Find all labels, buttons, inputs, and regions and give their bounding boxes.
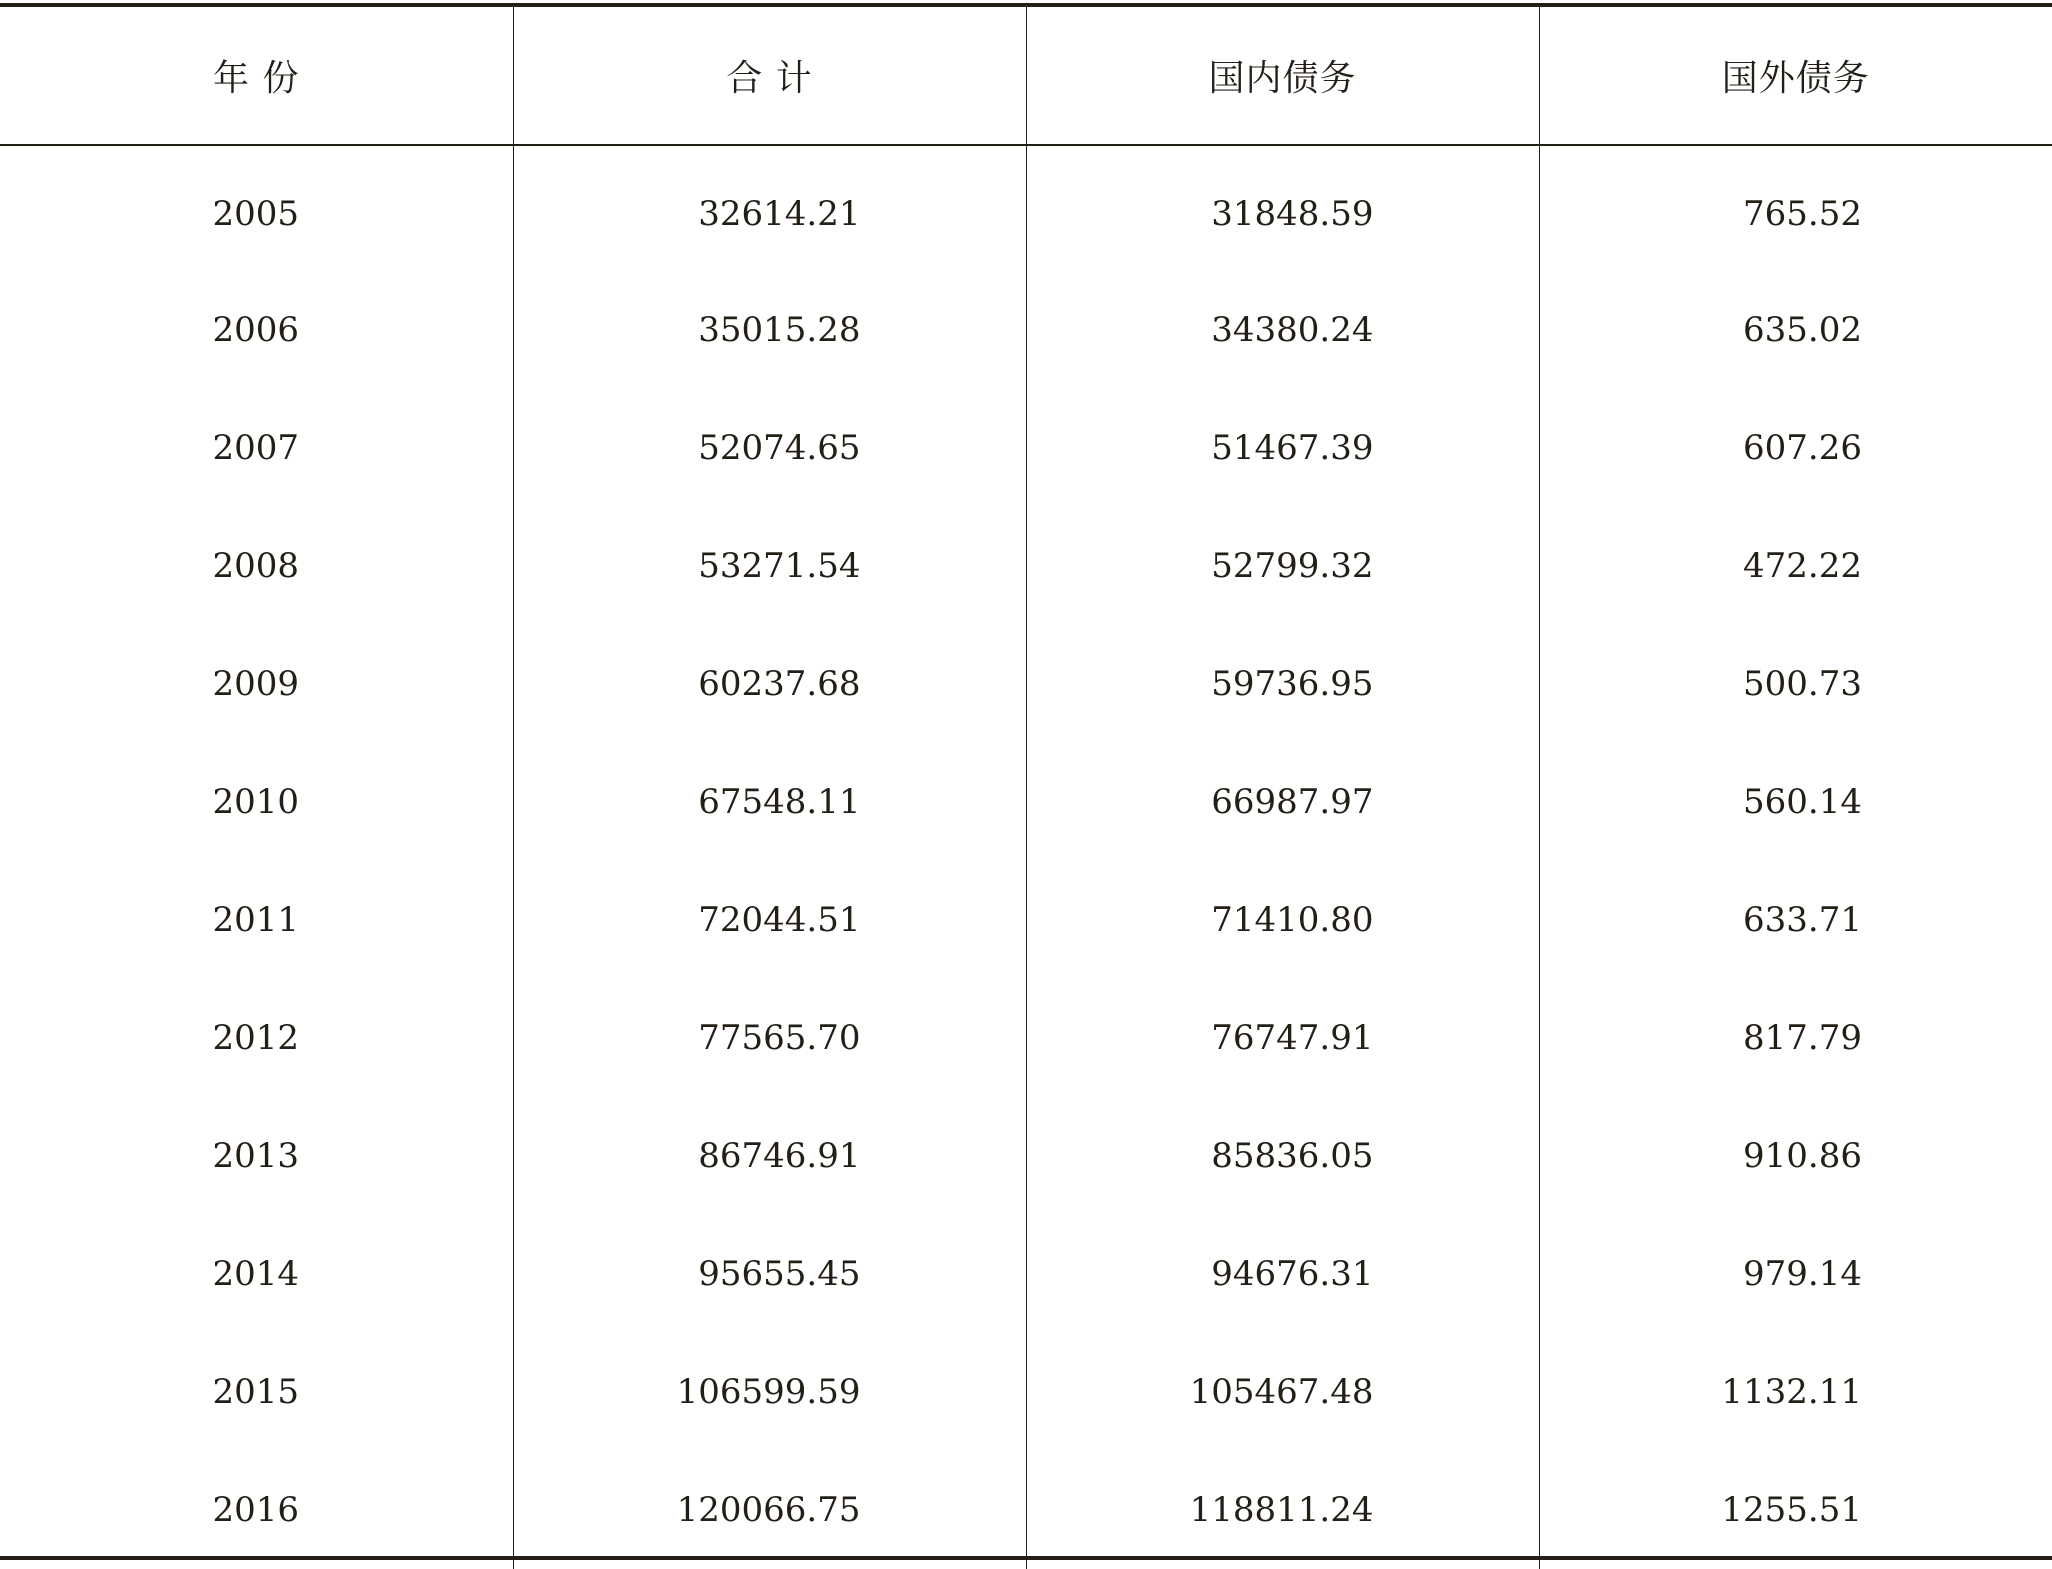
table-row [0,145,2052,271]
table-body [0,145,2052,1569]
foreign-debt-cell: 607.26 [1743,428,1862,468]
table-row [0,507,2052,625]
year-cell: 2007 [0,389,513,507]
domestic-debt-cell: 59736.95 [1026,625,1539,743]
foreign-debt-cell: 1255.51 [1721,1490,1862,1530]
foreign-debt-cell: 910.86 [1743,1136,1862,1176]
table-row [0,1451,2052,1569]
foreign-debt-cell: 633.71 [1743,900,1862,940]
debt-table [0,7,2052,1569]
header-year: 年 份 [0,7,513,145]
foreign-debt-cell: 1132.11 [1721,1372,1862,1412]
table-row [0,1215,2052,1333]
total-cell: 95655.45 [513,1215,1026,1333]
year-cell: 2006 [0,271,513,389]
domestic-debt-cell: 105467.48 [1026,1333,1539,1451]
table-header [0,7,2052,145]
table-row [0,625,2052,743]
year-cell: 2014 [0,1215,513,1333]
domestic-debt-cell: 34380.24 [1026,271,1539,389]
total-cell: 35015.28 [513,271,1026,389]
domestic-debt-cell: 71410.80 [1026,861,1539,979]
domestic-debt-cell: 118811.24 [1026,1451,1539,1569]
year-cell: 2008 [0,507,513,625]
table-row [0,1097,2052,1215]
foreign-debt-cell: 817.79 [1743,1018,1862,1058]
year-cell: 2015 [0,1333,513,1451]
header-domestic-debt: 国内债务 [1026,7,1539,145]
year-cell: 2011 [0,861,513,979]
table-row [0,979,2052,1097]
table-row [0,861,2052,979]
domestic-debt-cell: 52799.32 [1026,507,1539,625]
total-cell: 86746.91 [513,1097,1026,1215]
foreign-debt-cell: 560.14 [1743,782,1862,822]
table-row [0,1333,2052,1451]
foreign-debt-cell: 979.14 [1743,1254,1862,1294]
domestic-debt-cell: 94676.31 [1026,1215,1539,1333]
total-cell: 106599.59 [513,1333,1026,1451]
domestic-debt-cell: 76747.91 [1026,979,1539,1097]
foreign-debt-cell: 500.73 [1743,664,1862,704]
foreign-debt-cell: 635.02 [1743,310,1862,350]
debt-table-container [0,3,2052,1560]
year-cell: 2009 [0,625,513,743]
domestic-debt-cell: 66987.97 [1026,743,1539,861]
year-cell: 2016 [0,1451,513,1569]
total-cell: 120066.75 [513,1451,1026,1569]
domestic-debt-cell: 51467.39 [1026,389,1539,507]
total-cell: 60237.68 [513,625,1026,743]
total-cell: 77565.70 [513,979,1026,1097]
domestic-debt-cell: 31848.59 [1026,145,1539,271]
total-cell: 67548.11 [513,743,1026,861]
domestic-debt-cell: 85836.05 [1026,1097,1539,1215]
total-cell: 52074.65 [513,389,1026,507]
header-foreign-debt: 国外债务 [1539,7,2052,145]
foreign-debt-cell: 472.22 [1743,546,1862,586]
header-total: 合 计 [513,7,1026,145]
table-row [0,389,2052,507]
year-cell: 2013 [0,1097,513,1215]
total-cell: 32614.21 [513,145,1026,271]
year-cell: 2012 [0,979,513,1097]
year-cell: 2010 [0,743,513,861]
table-row [0,743,2052,861]
table-row [0,271,2052,389]
total-cell: 72044.51 [513,861,1026,979]
header-row [0,7,2052,145]
total-cell: 53271.54 [513,507,1026,625]
foreign-debt-cell: 765.52 [1743,193,1862,234]
year-cell: 2005 [0,145,513,271]
